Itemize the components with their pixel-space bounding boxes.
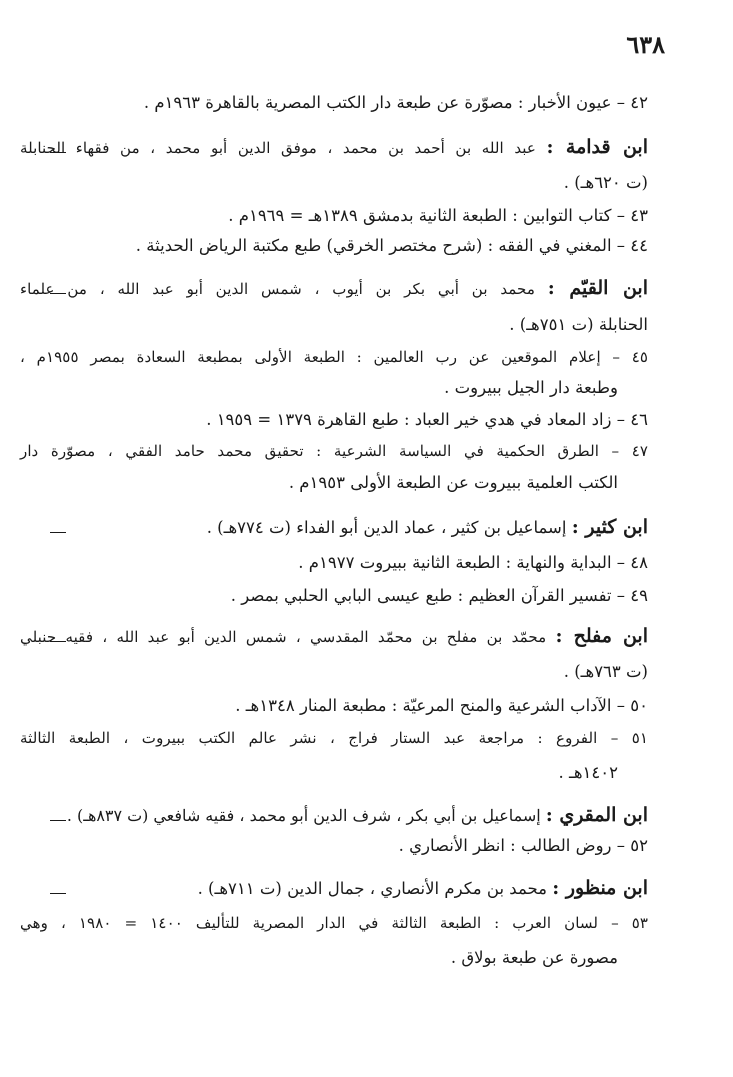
author-name: ابن القيّم : bbox=[547, 277, 648, 299]
author-heading-ibn-qayyim bbox=[20, 275, 648, 302]
reference-entry-50: ٥٠ – الآداب الشرعية والمنح المرعيّة : مطبعة المنار ١٣٤٨هـ . bbox=[235, 696, 648, 715]
author-description: محمّد بن مفلح بن محمّد المقدسي ، شمس الدين أبو عبد الله ، فقيه حنبلي bbox=[20, 628, 556, 646]
reference-entry-48: ٤٨ – البداية والنهاية : الطبعة الثانية ببيروت ١٩٧٧م . bbox=[298, 553, 648, 572]
author-description: عبد الله بن أحمد بن محمد ، موفق الدين أبو محمد ، من فقهاء الحنابلة bbox=[20, 139, 547, 157]
reference-entry-wrap: مصورة عن طبعة بولاق . bbox=[450, 948, 618, 967]
author-description: محمد بن أبي بكر بن أيوب ، شمس الدين أبو عبد الله ، من علماء bbox=[20, 280, 548, 298]
reference-entry-43: ٤٣ – كتاب التوابين : الطبعة الثانية بدمشق ١٣٨٩هـ = ١٩٦٩م . bbox=[228, 206, 648, 225]
reference-entry-wrap: ١٤٠٢هـ . bbox=[558, 763, 618, 782]
reference-entry-53: ٥٣ – لسان العرب : الطبعة الثالثة في الدار المصرية للتأليف ١٤٠٠ = ١٩٨٠ ، وهي bbox=[20, 914, 648, 932]
reference-entry-47: ٤٧ – الطرق الحكمية في السياسة الشرعية : تحقيق محمد حامد الفقي ، مصوّرة دار bbox=[20, 442, 648, 460]
page-number: ٦٣٨ bbox=[626, 30, 665, 59]
reference-entry-wrap: وطبعة دار الجيل ببيروت . bbox=[444, 378, 618, 397]
author-description: إسماعيل بن أبي بكر ، شرف الدين أبو محمد ، فقيه شافعي (ت ٨٣٧هـ) . bbox=[66, 806, 546, 825]
reference-entry-46: ٤٦ – زاد المعاد في هدي خير العباد : طبع القاهرة ١٣٧٩ = ١٩٥٩ . bbox=[206, 410, 648, 429]
author-description: محمد بن مكرم الأنصاري ، جمال الدين (ت ٧١١هـ) . bbox=[197, 879, 553, 898]
reference-entry-51: ٥١ – الفروع : مراجعة عبد الستار فراج ، نشر عالم الكتب ببيروت ، الطبعة الثالثة bbox=[20, 729, 648, 747]
author-heading-wrap: (ت ٦٢٠هـ) . bbox=[563, 173, 648, 192]
reference-entry-45: ٤٥ – إعلام الموقعين عن رب العالمين : الطبعة الأولى بمطبعة السعادة بمصر ١٩٥٥م ، bbox=[20, 348, 648, 366]
reference-entry-42: ٤٢ – عيون الأخبار : مصوّرة عن طبعة دار الكتب المصرية بالقاهرة ١٩٦٣م . bbox=[143, 93, 648, 112]
author-heading-ibn-muqri bbox=[67, 802, 648, 829]
author-heading-ibn-muflih bbox=[20, 623, 648, 650]
author-heading-wrap: (ت ٧٦٣هـ) . bbox=[563, 662, 648, 681]
author-description: إسماعيل بن كثير ، عماد الدين أبو الفداء (ت ٧٧٤هـ) . bbox=[206, 518, 572, 537]
author-dash-ibn-muqri bbox=[50, 820, 66, 821]
author-heading-wrap: الحنابلة (ت ٧٥١هـ) . bbox=[509, 315, 648, 334]
author-heading-ibn-kathir bbox=[207, 514, 648, 541]
reference-entry-49: ٤٩ – تفسير القرآن العظيم : طبع عيسى البابي الحلبي بمصر . bbox=[230, 586, 648, 605]
author-dash-ibn-manzur bbox=[50, 893, 66, 894]
reference-entry-wrap: الكتب العلمية ببيروت عن الطبعة الأولى ١٩٥٣م . bbox=[288, 473, 618, 492]
author-name: ابن منظور : bbox=[552, 877, 648, 899]
author-name: ابن المقري : bbox=[545, 804, 648, 826]
author-name: ابن قدامة : bbox=[546, 136, 648, 158]
author-name: ابن كثير : bbox=[571, 516, 648, 538]
author-heading-ibn-manzur bbox=[198, 875, 648, 902]
reference-entry-52: ٥٢ – روض الطالب : انظر الأنصاري . bbox=[398, 836, 648, 855]
author-heading-ibn-qudama bbox=[20, 134, 648, 161]
author-name: ابن مفلح : bbox=[555, 625, 648, 647]
author-dash-ibn-kathir bbox=[50, 532, 66, 533]
reference-entry-44: ٤٤ – المغني في الفقه : (شرح مختصر الخرقي) طبع مكتبة الرياض الحديثة . bbox=[135, 236, 648, 255]
